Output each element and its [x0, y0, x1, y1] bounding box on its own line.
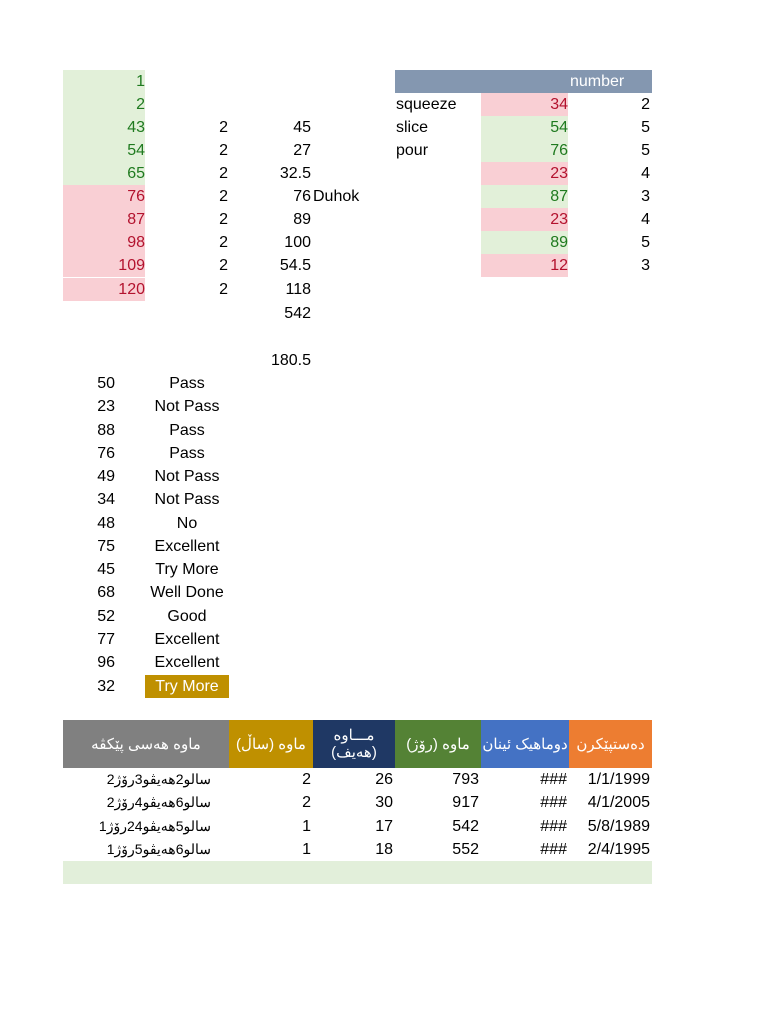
grade-result: Not Pass [154, 398, 220, 415]
grade-score: 76 [97, 445, 115, 462]
duration-cell: سالو5هەیڤو24رۆژ1 [98, 818, 211, 834]
end-date-cell: ### [540, 771, 567, 788]
grade-score: 48 [97, 515, 115, 532]
action-label: squeeze [396, 96, 457, 113]
value-cell: 27 [293, 142, 311, 159]
left-value-cell: 98 [63, 231, 145, 254]
grade-result: Pass [169, 375, 205, 392]
grade-score: 32 [97, 678, 115, 695]
header-months: مـــاوە (هەیف) [313, 720, 395, 768]
days-cell: 917 [452, 794, 479, 811]
action-label: slice [396, 119, 429, 136]
number-value-cell: 23 [481, 162, 568, 185]
left-value-cell: 43 [63, 116, 145, 139]
years-cell: 1 [302, 818, 311, 835]
value-cell: 118 [285, 281, 311, 298]
grade-score: 45 [97, 561, 115, 578]
number-value-cell: 87 [481, 185, 568, 208]
start-date-cell: 2/4/1995 [587, 841, 650, 858]
grade-score: 52 [97, 608, 115, 625]
years-cell: 1 [302, 841, 311, 858]
two-cell: 2 [219, 165, 228, 182]
grade-result: Pass [169, 422, 205, 439]
two-cell: 2 [219, 188, 228, 205]
number-value-cell: 54 [481, 116, 568, 139]
start-date-cell: 5/8/1989 [587, 818, 650, 835]
end-date-cell: ### [540, 818, 567, 835]
two-cell: 2 [219, 257, 228, 274]
two-cell: 2 [219, 234, 228, 251]
grade-score: 68 [97, 584, 115, 601]
number-header: number [395, 70, 652, 93]
grade-result: Excellent [154, 654, 220, 671]
grade-result: Good [167, 608, 207, 625]
number-value-cell: 89 [481, 231, 568, 254]
grade-score: 23 [97, 398, 115, 415]
value-cell: 89 [293, 211, 311, 228]
duration-cell: سالو2هەیڤو3رۆژ2 [106, 771, 211, 787]
sum-cell: 542 [284, 305, 311, 322]
number-value-cell: 12 [481, 254, 568, 277]
grade-score: 77 [97, 631, 115, 648]
value-cell: 32.5 [279, 165, 311, 182]
left-value-cell: 76 [63, 185, 145, 208]
duration-cell: سالو6هەیڤو4رۆژ2 [106, 794, 211, 810]
grade-result: Well Done [150, 584, 224, 601]
left-value-cell: 109 [63, 254, 145, 277]
months-cell: 17 [375, 818, 393, 835]
months-cell: 26 [375, 771, 393, 788]
start-date-cell: 1/1/1999 [587, 771, 650, 788]
days-cell: 542 [452, 818, 479, 835]
header-days: ماوە (رۆژ) [395, 720, 481, 768]
number-value-cell: 76 [481, 139, 568, 162]
left-value-cell: 87 [63, 208, 145, 231]
count-cell: 4 [641, 165, 650, 182]
left-value-cell: 65 [63, 162, 145, 185]
days-cell: 793 [452, 771, 479, 788]
count-cell: 5 [641, 142, 650, 159]
city-label: Duhok [313, 188, 360, 205]
months-cell: 18 [375, 841, 393, 858]
grade-score: 50 [97, 375, 115, 392]
grade-score: 75 [97, 538, 115, 555]
end-date-cell: ### [540, 841, 567, 858]
grade-result: Not Pass [154, 468, 220, 485]
action-label: pour [396, 142, 429, 159]
grade-result: Pass [169, 445, 205, 462]
grade-score: 34 [97, 491, 115, 508]
left-value-cell: 2 [63, 93, 145, 116]
value-cell: 76 [293, 188, 311, 205]
days-cell: 552 [452, 841, 479, 858]
start-date-cell: 4/1/2005 [587, 794, 650, 811]
two-cell: 2 [219, 119, 228, 136]
left-value-cell: 1 [63, 70, 145, 93]
header-start-date: دەستپێکرن [569, 720, 652, 768]
value-cell: 45 [293, 119, 311, 136]
two-cell: 2 [219, 211, 228, 228]
number-value-cell: 23 [481, 208, 568, 231]
count-cell: 3 [641, 257, 650, 274]
two-cell: 2 [219, 142, 228, 159]
table-footer-band [63, 861, 652, 884]
count-cell: 5 [641, 234, 650, 251]
count-cell: 4 [641, 211, 650, 228]
grade-score: 49 [97, 468, 115, 485]
years-cell: 2 [302, 794, 311, 811]
two-cell: 2 [219, 281, 228, 298]
header-years: ماوە (ساڵ) [229, 720, 313, 768]
left-value-cell: 54 [63, 139, 145, 162]
grade-result: No [176, 515, 198, 532]
months-cell: 30 [375, 794, 393, 811]
grade-result: Excellent [154, 538, 220, 555]
duration-cell: سالو6هەیڤو5رۆژ1 [106, 841, 211, 857]
header-end-date: دوماهیک ئینان [481, 720, 569, 768]
count-cell: 5 [641, 119, 650, 136]
count-cell: 2 [641, 96, 650, 113]
header-total-duration: ماوە هەسی پێکڤە [63, 720, 229, 768]
value-cell: 54.5 [279, 257, 311, 274]
grade-result: Excellent [154, 631, 220, 648]
left-value-cell: 120 [63, 278, 145, 301]
grade-result: Not Pass [154, 491, 220, 508]
number-value-cell: 34 [481, 93, 568, 116]
average-cell: 180.5 [270, 352, 311, 369]
count-cell: 3 [641, 188, 650, 205]
years-cell: 2 [302, 771, 311, 788]
grade-result: Try More [155, 561, 219, 578]
grade-score: 88 [97, 422, 115, 439]
grade-result-highlighted: Try More [145, 675, 229, 698]
end-date-cell: ### [540, 794, 567, 811]
value-cell: 100 [284, 234, 311, 251]
grade-score: 96 [97, 654, 115, 671]
